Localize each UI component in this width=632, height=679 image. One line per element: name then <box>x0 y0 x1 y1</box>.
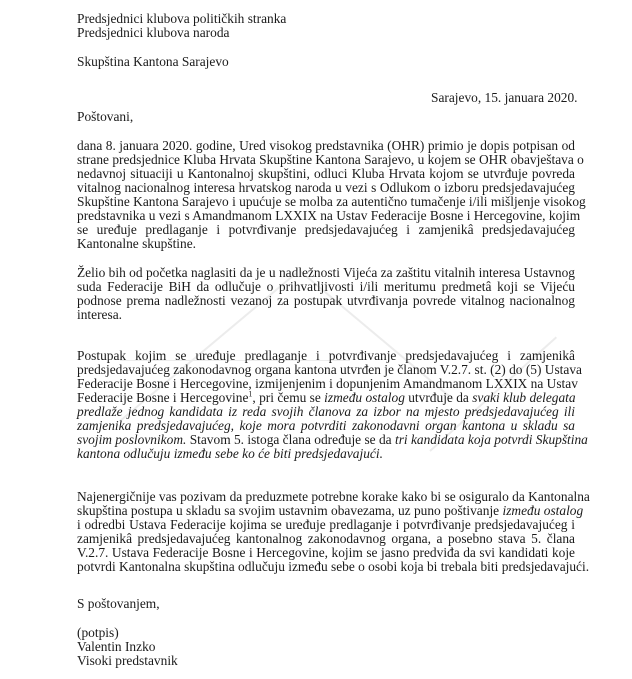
paragraph-3-line: predsjedavajućeg zakonodavnog organa kantona utvrđen je članom V.2.7. st. (2) do (5) Ustava <box>77 362 582 377</box>
paragraph-4-line <box>77 503 584 518</box>
paragraph-3-line: Postupak kojim se uređuje predlaganje i potvrđivanje predsjedavajućeg i zamjenikâ <box>77 348 575 363</box>
text-run: utvrđuje da <box>404 390 473 405</box>
paragraph-1-line: nedavnoj situaciji u Kantonalnoj skupštini, odluci Kluba Hrvata kojom se utvrđuje povreda <box>77 166 575 181</box>
paragraph-3-line <box>77 391 575 405</box>
paragraph-4-line: zamjenikâ predsjedavajućeg kantonalnog zakonodavnog organa, a posebno stava 5. člana <box>77 531 575 546</box>
signer-name: Valentin Inzko <box>77 639 156 654</box>
italic-run: predlaže jednog kandidata iz reda svojih članova za izbor na mjesto predsjedavajućeg ili <box>77 404 575 419</box>
paragraph-3-line <box>77 432 588 447</box>
italic-run: svojim poslovnikom. <box>77 432 187 447</box>
italic-run: između ostalog <box>324 390 405 405</box>
paragraph-3-line <box>77 447 383 461</box>
text-run: Stavom 5. istoga člana određuje se da <box>186 432 395 447</box>
paragraph-4-line: potvrdi Kantonalna skupština odlučuju između sebe o osobi koja bi trebala biti predsjedavajući. <box>77 559 590 574</box>
paragraph-3-line: Federacije Bosne i Hercegovine, izmijenjenim i dopunjenim Amandmanom LXXIX na Ustav <box>77 376 578 391</box>
italic-run: zamjenika predsjedavajućeg, koje mora potvrditi zakonodavni organ kantona u skladu sa <box>77 418 575 433</box>
closing: S poštovanjem, <box>77 596 160 611</box>
letter-date: Sarajevo, 15. januara 2020. <box>431 90 578 105</box>
footnote-ref: 1 <box>248 389 253 399</box>
paragraph-4-line: V.2.7. Ustava Federacije Bosne i Hercegovine, kojim se jasno predviđa da svi kandidati koje <box>77 545 575 560</box>
paragraph-1-line: se uređuje predlaganje i potvrđivanje predsjedavajućeg i zamjenikâ predsjedavajućeg <box>77 222 575 237</box>
signer-title: Visoki predstavnik <box>77 653 178 668</box>
paragraph-3-line <box>77 419 575 433</box>
italic-run: između ostalog <box>502 503 584 518</box>
paragraph-2-line: podnose prema nadležnosti vezanoj za postupak utvrđivanja povrede vitalnog nacionalnog <box>77 293 575 308</box>
italic-run: svaki klub delegata <box>472 390 576 405</box>
recipient-line: Predsjednici klubova naroda <box>77 25 230 40</box>
paragraph-2-line: suda Federacije BiH da odlučuje o prihvatljivosti i/ili meritumu predmetâ koji se Vijeću <box>77 279 575 294</box>
paragraph-4-line: i odredbi Ustava Federacije kojima se uređuje predlaganje i potvrđivanje predsjedavajućeg i <box>77 517 575 532</box>
text-run: skupština postupa u skladu sa svojim ustavnim obavezama, uz puno poštivanje <box>77 503 503 518</box>
recipient-line: Predsjednici klubova političkih stranka <box>77 11 287 26</box>
paragraph-1-line: dana 8. januara 2020. godine, Ured visokog predstavnika (OHR) primio je dopis potpisan od <box>77 138 575 153</box>
salutation: Poštovani, <box>77 109 134 124</box>
signature-note: (potpis) <box>77 625 119 640</box>
paragraph-4-line: Najenergičnije vas pozivam da preduzmete potrebne korake kako bi se osiguralo da Kantonalna <box>77 489 590 504</box>
paragraph-1-line: strane predsjednice Kluba Hrvata Skupštine Kantona Sarajevo, u kojem se OHR obavještava o <box>77 152 584 167</box>
italic-run: tri kandidata koja potvrdi Skupština <box>394 432 588 447</box>
paragraph-2-line: interesa. <box>77 307 122 322</box>
paragraph-1-line: vitalnog nacionalnog interesa hrvatskog naroda u vezi s Odlukom o izboru predsjedavajućeg <box>77 180 575 195</box>
text-run: Federacije Bosne i Hercegovine <box>77 390 249 405</box>
paragraph-3-line <box>77 405 575 419</box>
text-run: , pri čemu se <box>252 390 325 405</box>
paragraph-1-line: Kantonalne skupštine. <box>77 236 197 251</box>
italic-run: kantona odlučuju između sebe ko će biti predsjedavajući. <box>77 446 383 461</box>
paragraph-2-line: Želio bih od početka naglasiti da je u nadležnosti Vijeća za zaštitu vitalnih interesa Ustavnog <box>77 265 575 280</box>
paragraph-1-line: predstavnika u vezi s Amandmanom LXXIX na Ustav Federacije Bosne i Hercegovine, kojim <box>77 208 581 223</box>
paragraph-1-line: Skupštine Kantona Sarajevo i upućuje se molba za autentično tumačenje i/ili mišljenje visokog <box>77 194 586 209</box>
institution-line: Skupština Kantona Sarajevo <box>77 54 229 69</box>
